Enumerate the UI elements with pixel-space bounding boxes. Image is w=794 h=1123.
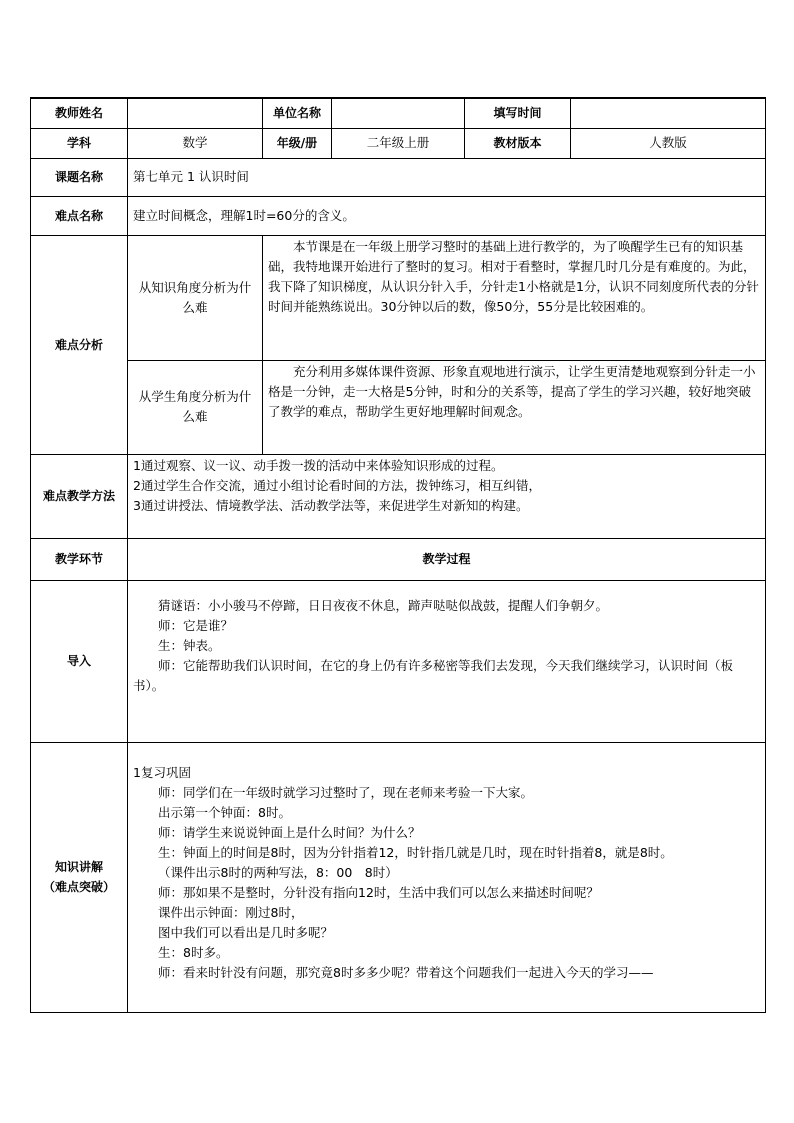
stage-header-label: 教学环节 — [31, 538, 128, 580]
lecture-line-9: 生：8时多。 — [158, 944, 229, 960]
lecture-line-5: （课件出示8时的两种写法，8：00 8时） — [158, 864, 398, 880]
lecture-line-7: 课件出示钟面：刚过8时， — [158, 904, 304, 920]
grade-label: 年级/册 — [263, 128, 332, 158]
analysis-label: 难点分析 — [31, 235, 128, 454]
methods-label: 难点教学方法 — [31, 454, 128, 538]
edition-label: 教材版本 — [465, 128, 571, 158]
fill-date-label: 填写时间 — [465, 98, 571, 128]
header-row-2 — [31, 128, 766, 158]
lecture-heading: 1复习巩固 — [133, 764, 191, 780]
subject-label: 学科 — [31, 128, 128, 158]
intro-row — [31, 580, 766, 742]
lecture-line-2: 出示第一个钟面：8时。 — [158, 804, 291, 820]
lecture-sublabel: （难点突破） — [42, 880, 115, 894]
topic-label: 课题名称 — [31, 158, 128, 196]
student-angle-label: 从学生角度分析为什么难 — [128, 360, 263, 454]
analysis-knowledge-row — [31, 235, 766, 360]
grade-value: 二年级上册 — [332, 128, 465, 158]
method-item-3: 3通过讲授法、情境教学法、活动教学法等，来促进学生对新知的构建。 — [133, 497, 529, 513]
subject-value: 数学 — [128, 128, 263, 158]
lecture-line-4: 生：钟面上的时间是8时，因为分针指着12，时针指几就是几时，现在时针指着8，就是8时。 — [158, 844, 673, 860]
lecture-line-8: 图中我们可以看出是几时多呢？ — [158, 924, 334, 940]
method-item-1: 1通过观察、议一议、动手拨一拨的活动中来体验知识形成的过程。 — [133, 457, 504, 473]
methods-row — [31, 454, 766, 538]
lecture-line-10: 师：看来时针没有问题，那究竟8时多多少呢？带着这个问题我们一起进入今天的学习—— — [158, 964, 654, 980]
lecture-row — [31, 742, 766, 1012]
knowledge-angle-label: 从知识角度分析为什么难 — [128, 235, 263, 360]
intro-line-3: 生：钟表。 — [158, 637, 221, 653]
process-header-label: 教学过程 — [128, 538, 766, 580]
lecture-label: 知识讲解 — [54, 860, 103, 874]
topic-value: 第七单元 1 认识时间 — [128, 158, 766, 196]
intro-line-4: 师：它能帮助我们认识时间，在它的身上仍有许多秘密等我们去发现，今天我们继续学习，认识时间（板书）。 — [133, 657, 734, 693]
teacher-name-value — [128, 98, 263, 128]
difficulty-label: 难点名称 — [31, 196, 128, 235]
edition-value: 人教版 — [571, 128, 766, 158]
lecture-line-6: 师：那如果不是整时，分针没有指向12时，生活中我们可以怎么来描述时间呢？ — [158, 884, 599, 900]
intro-riddle: 猜谜语：小小骏马不停蹄，日日夜夜不休息，蹄声哒哒似战鼓，提醒人们争朝夕。 — [158, 597, 609, 613]
lesson-plan-page — [30, 97, 765, 1013]
difficulty-value: 建立时间概念，理解1时=60分的含义。 — [128, 196, 766, 235]
unit-name-label: 单位名称 — [263, 98, 332, 128]
unit-name-value — [332, 98, 465, 128]
fill-date-value — [571, 98, 766, 128]
difficulty-row — [31, 196, 766, 235]
lecture-line-3: 师：请学生来说说钟面上是什么时间？为什么？ — [158, 824, 421, 840]
method-item-2: 2通过学生合作交流，通过小组讨论看时间的方法，拨钟练习，相互纠错， — [133, 477, 541, 493]
knowledge-angle-text: 本节课是在一年级上册学习整时的基础上进行教学的，为了唤醒学生已有的知识基础，我特地课开始进行了整时的复习。相对于看整时，掌握几时几分是有难度的。为此，我下降了知识梯度，从认识分针入手，分针走1小格就是1分，认识不同刻度所代表的分针时间并能熟练说出。30分钟以后的数，像50分，55分是比较困难的。 — [268, 238, 759, 314]
intro-line-2: 师：它是谁？ — [158, 617, 234, 633]
topic-row — [31, 158, 766, 196]
student-angle-text: 充分利用多媒体课件资源、形象直观地进行演示，让学生更清楚地观察到分针走一小格是一分钟，走一大格是5分钟，时和分的关系等，提高了学生的学习兴趣，较好地突破了教学的难点，帮助学生更好地理解时间观念。 — [268, 363, 756, 419]
lesson-plan-table — [30, 97, 766, 1013]
lecture-line-1: 师：同学们在一年级时就学习过整时了，现在老师来考验一下大家。 — [158, 784, 534, 800]
header-row-1 — [31, 98, 766, 128]
intro-label: 导入 — [31, 580, 128, 742]
analysis-student-row — [31, 360, 766, 454]
process-header-row — [31, 538, 766, 580]
teacher-name-label: 教师姓名 — [31, 98, 128, 128]
